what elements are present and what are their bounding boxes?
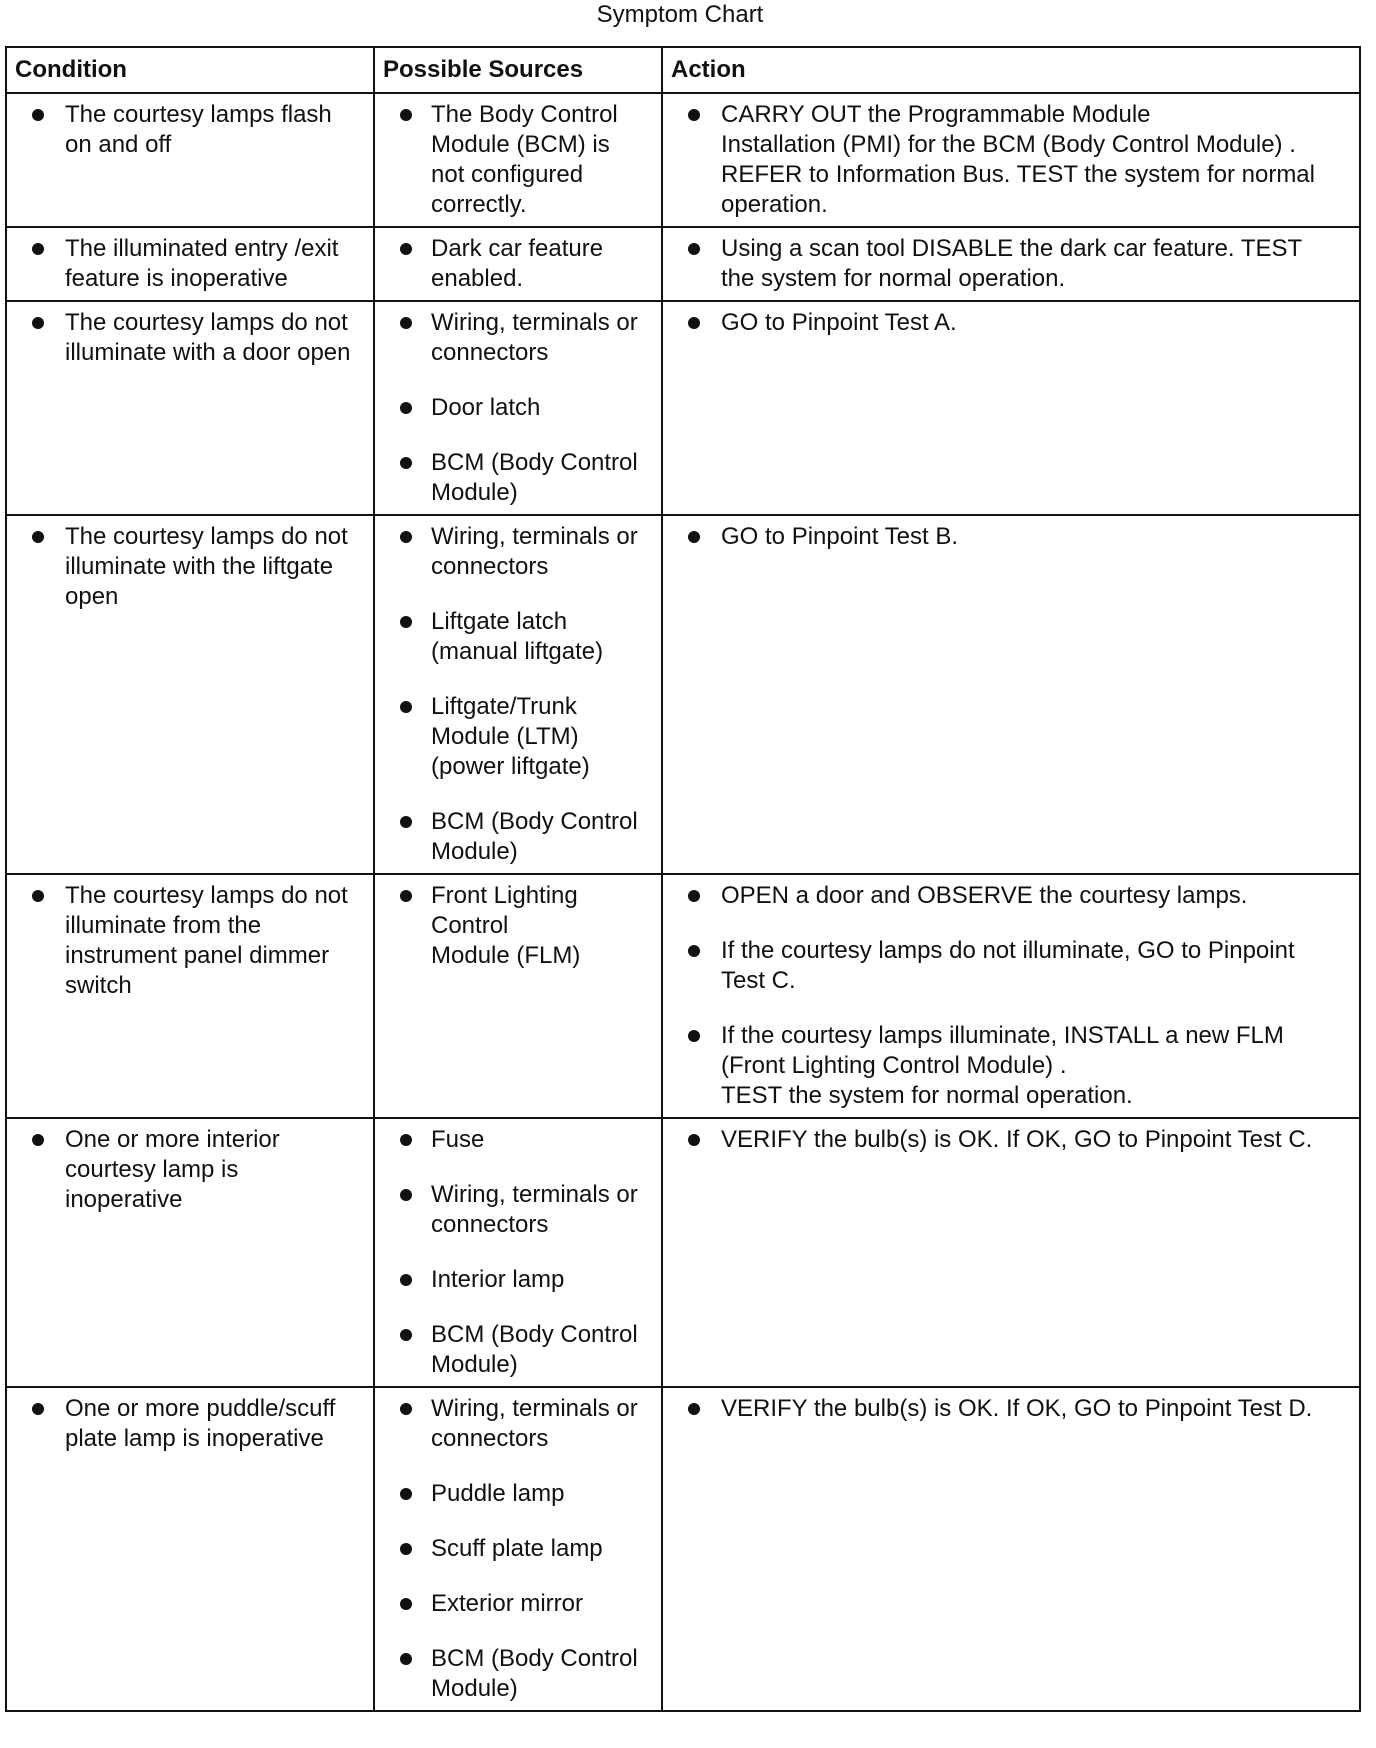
list-item-text: The Body Control Module (BCM) is not configured correctly.	[431, 101, 618, 218]
bullet-icon	[688, 531, 700, 543]
condition-cell-list	[15, 308, 365, 368]
list-item	[383, 308, 653, 368]
bullet-icon	[400, 243, 412, 255]
symptom-table	[5, 46, 1361, 1712]
list-item	[383, 448, 653, 508]
list-item	[383, 1644, 653, 1704]
bullet-icon	[400, 1543, 412, 1555]
list-item-text: One or more puddle/scuff plate lamp is inoperative	[65, 1395, 336, 1452]
condition-cell-list	[15, 1394, 365, 1454]
list-item	[383, 807, 653, 867]
bullet-icon	[688, 945, 700, 957]
list-item	[671, 881, 1351, 911]
condition-cell	[6, 874, 374, 1118]
list-item	[15, 1394, 365, 1454]
list-item-text: OPEN a door and OBSERVE the courtesy lamps.	[721, 882, 1248, 909]
bullet-icon	[688, 1030, 700, 1042]
list-item	[383, 1479, 653, 1509]
list-item-text: Wiring, terminals or connectors	[431, 1181, 638, 1238]
bullet-icon	[400, 1189, 412, 1201]
bullet-icon	[400, 816, 412, 828]
list-item	[383, 1394, 653, 1454]
bullet-icon	[688, 1134, 700, 1146]
bullet-icon	[400, 1134, 412, 1146]
possible-sources-cell-list	[383, 881, 653, 971]
list-item-text: The courtesy lamps do not illuminate with the liftgate open	[65, 523, 348, 610]
list-item-text: Using a scan tool DISABLE the dark car feature. TEST the system for normal operation.	[721, 235, 1303, 292]
header-action: Action	[662, 47, 1360, 93]
bullet-icon	[688, 890, 700, 902]
list-item	[671, 522, 1351, 552]
list-item	[15, 1125, 365, 1215]
list-item-text: GO to Pinpoint Test B.	[721, 523, 959, 550]
condition-cell-list	[15, 1125, 365, 1215]
list-item	[383, 522, 653, 582]
header-row	[6, 47, 1360, 93]
list-item-text: GO to Pinpoint Test A.	[721, 309, 957, 336]
list-item-text: Wiring, terminals or connectors	[431, 309, 638, 366]
list-item	[383, 234, 653, 294]
condition-cell	[6, 1118, 374, 1387]
list-item	[383, 1589, 653, 1619]
bullet-icon	[32, 1403, 44, 1415]
action-cell	[662, 93, 1360, 227]
bullet-icon	[400, 1488, 412, 1500]
action-cell-list	[671, 1394, 1351, 1424]
bullet-icon	[400, 1329, 412, 1341]
list-item-text: Wiring, terminals or connectors	[431, 1395, 638, 1452]
list-item-text: The illuminated entry /exit feature is inoperative	[65, 235, 339, 292]
action-cell	[662, 227, 1360, 301]
action-cell	[662, 1118, 1360, 1387]
action-cell-list	[671, 308, 1351, 338]
list-item-text: Puddle lamp	[431, 1480, 565, 1507]
action-cell	[662, 874, 1360, 1118]
bullet-icon	[32, 531, 44, 543]
action-cell-list	[671, 522, 1351, 552]
list-item-text: Door latch	[431, 394, 541, 421]
bullet-icon	[400, 457, 412, 469]
action-cell	[662, 1387, 1360, 1711]
header-condition: Condition	[6, 47, 374, 93]
list-item	[15, 881, 365, 1001]
list-item-text: BCM (Body Control Module)	[431, 449, 638, 506]
list-item	[383, 1180, 653, 1240]
list-item-text: BCM (Body Control Module)	[431, 1645, 638, 1702]
possible-sources-cell	[374, 1387, 662, 1711]
list-item-text: The courtesy lamps do not illuminate with a door open	[65, 309, 351, 366]
table-row	[6, 1118, 1360, 1387]
bullet-icon	[32, 243, 44, 255]
list-item	[383, 393, 653, 423]
list-item-text: VERIFY the bulb(s) is OK. If OK, GO to Pinpoint Test D.	[721, 1395, 1313, 1422]
bullet-icon	[32, 1134, 44, 1146]
action-cell	[662, 301, 1360, 515]
bullet-icon	[32, 317, 44, 329]
possible-sources-cell	[374, 93, 662, 227]
list-item	[15, 308, 365, 368]
bullet-icon	[400, 402, 412, 414]
possible-sources-cell	[374, 874, 662, 1118]
list-item	[383, 100, 653, 220]
list-item-text: Dark car feature enabled.	[431, 235, 604, 292]
list-item	[671, 1125, 1351, 1155]
bullet-icon	[400, 1403, 412, 1415]
condition-cell	[6, 227, 374, 301]
possible-sources-cell	[374, 515, 662, 874]
possible-sources-cell-list	[383, 522, 653, 867]
possible-sources-cell-list	[383, 1125, 653, 1380]
list-item-text: The courtesy lamps flash on and off	[65, 101, 332, 158]
list-item	[671, 1394, 1351, 1424]
list-item-text: VERIFY the bulb(s) is OK. If OK, GO to Pinpoint Test C.	[721, 1126, 1313, 1153]
bullet-icon	[688, 1403, 700, 1415]
condition-cell	[6, 301, 374, 515]
list-item-text: BCM (Body Control Module)	[431, 1321, 638, 1378]
list-item	[15, 522, 365, 612]
condition-cell	[6, 1387, 374, 1711]
list-item-text: If the courtesy lamps do not illuminate, GO to Pinpoint Test C.	[721, 937, 1295, 994]
possible-sources-cell-list	[383, 1394, 653, 1704]
list-item-text: Wiring, terminals or connectors	[431, 523, 638, 580]
list-item	[383, 1534, 653, 1564]
table-row	[6, 515, 1360, 874]
condition-cell-list	[15, 100, 365, 160]
list-item-text: BCM (Body Control Module)	[431, 808, 638, 865]
list-item	[671, 234, 1351, 294]
condition-cell-list	[15, 522, 365, 612]
list-item-text: The courtesy lamps do not illuminate from the instrument panel dimmer switch	[65, 882, 348, 999]
list-item	[383, 1125, 653, 1155]
list-item	[15, 234, 365, 294]
list-item	[383, 881, 653, 971]
action-cell	[662, 515, 1360, 874]
possible-sources-cell	[374, 1118, 662, 1387]
list-item	[671, 1021, 1351, 1111]
action-cell-list	[671, 234, 1351, 294]
list-item-text: Liftgate/Trunk Module (LTM) (power liftgate)	[431, 693, 590, 780]
condition-cell	[6, 93, 374, 227]
action-cell-list	[671, 1125, 1351, 1155]
list-item-text: CARRY OUT the Programmable Module Installation (PMI) for the BCM (Body Control Module) . REFER to Information Bus. TEST the system for normal operation.	[721, 101, 1315, 218]
table-row	[6, 1387, 1360, 1711]
bullet-icon	[400, 109, 412, 121]
action-cell-list	[671, 100, 1351, 220]
page-title: Symptom Chart	[596, 1, 764, 28]
bullet-icon	[400, 890, 412, 902]
list-item	[15, 100, 365, 160]
list-item	[383, 1320, 653, 1380]
possible-sources-cell	[374, 227, 662, 301]
bullet-icon	[32, 890, 44, 902]
bullet-icon	[32, 109, 44, 121]
possible-sources-cell-list	[383, 234, 653, 294]
list-item-text: Fuse	[431, 1126, 485, 1153]
list-item-text: Liftgate latch (manual liftgate)	[431, 608, 604, 665]
possible-sources-cell-list	[383, 100, 653, 220]
list-item	[383, 607, 653, 667]
condition-cell	[6, 515, 374, 874]
list-item-text: Exterior mirror	[431, 1590, 584, 1617]
bullet-icon	[400, 616, 412, 628]
bullet-icon	[688, 317, 700, 329]
table-row	[6, 93, 1360, 227]
list-item	[671, 936, 1351, 996]
bullet-icon	[688, 243, 700, 255]
condition-cell-list	[15, 881, 365, 1001]
table-body	[6, 93, 1360, 1711]
bullet-icon	[400, 701, 412, 713]
list-item	[383, 1265, 653, 1295]
bullet-icon	[688, 109, 700, 121]
table-row	[6, 227, 1360, 301]
list-item	[671, 100, 1351, 220]
list-item-text: Interior lamp	[431, 1266, 565, 1293]
list-item	[383, 692, 653, 782]
action-cell-list	[671, 881, 1351, 1111]
list-item	[671, 308, 1351, 338]
list-item-text: One or more interior courtesy lamp is inoperative	[65, 1126, 280, 1213]
bullet-icon	[400, 1653, 412, 1665]
possible-sources-cell-list	[383, 308, 653, 508]
possible-sources-cell	[374, 301, 662, 515]
bullet-icon	[400, 1598, 412, 1610]
condition-cell-list	[15, 234, 365, 294]
table-row	[6, 874, 1360, 1118]
bullet-icon	[400, 317, 412, 329]
list-item-text: Scuff plate lamp	[431, 1535, 603, 1562]
table-row	[6, 301, 1360, 515]
list-item-text: If the courtesy lamps illuminate, INSTALL a new FLM (Front Lighting Control Module) . TEST the system for normal operation.	[721, 1022, 1284, 1109]
header-possible-sources: Possible Sources	[374, 47, 662, 93]
bullet-icon	[400, 531, 412, 543]
list-item-text: Front Lighting Control Module (FLM)	[431, 882, 581, 969]
bullet-icon	[400, 1274, 412, 1286]
